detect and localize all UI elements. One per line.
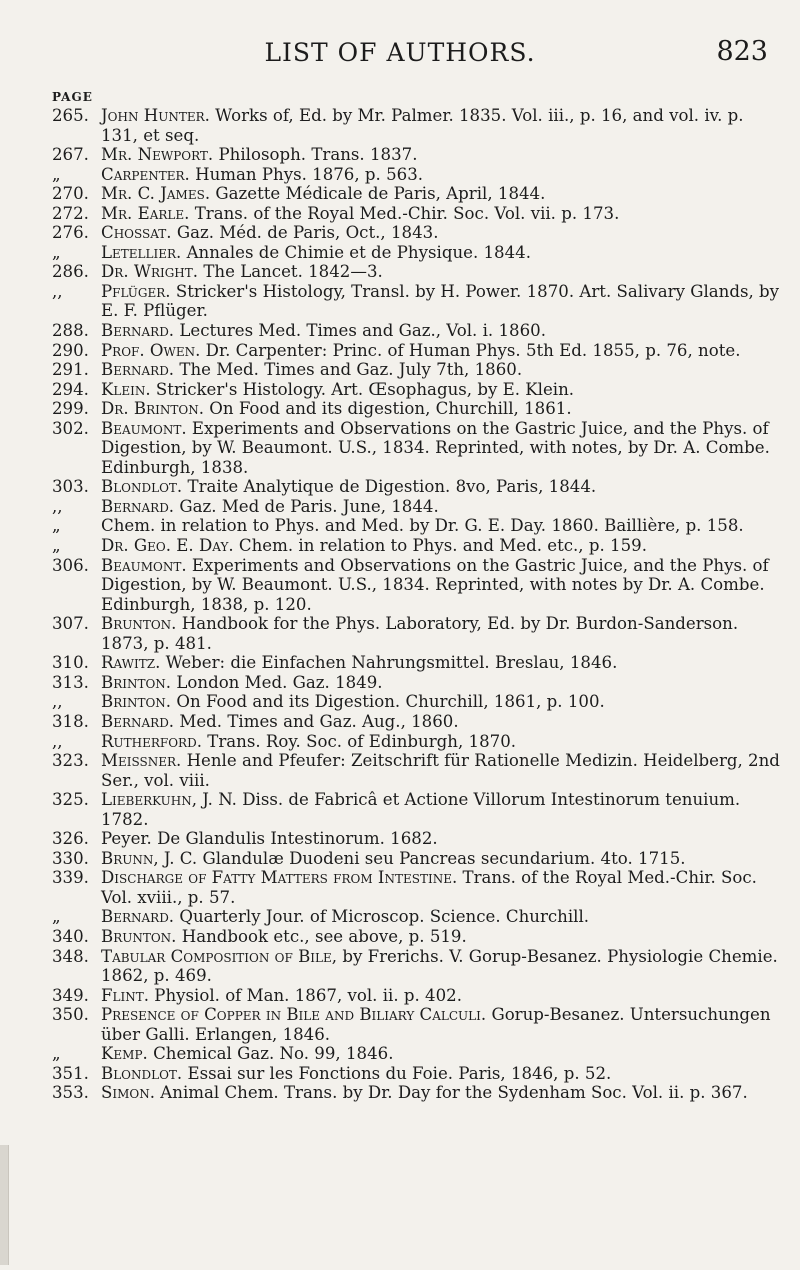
entry-page-number: 351.: [52, 1063, 89, 1083]
entry-reference: Chemical Gaz. No. 99, 1846.: [153, 1044, 394, 1064]
entry-author: Lieberkuhn, J. N.: [101, 790, 237, 810]
entry-author: Chossat.: [101, 223, 172, 243]
entry-page-number: 353.: [52, 1083, 89, 1103]
entry-page-number: ,,: [52, 281, 63, 301]
list-item: [0, 145, 800, 165]
list-item: [0, 868, 800, 907]
list-item: [0, 106, 800, 145]
list-item: [0, 282, 800, 321]
entry-page-number: 288.: [52, 321, 89, 341]
entry-page-number: 294.: [52, 379, 89, 399]
list-item: [0, 497, 800, 517]
entry-page-number: 290.: [52, 340, 89, 360]
entry-page-number: 306.: [52, 555, 89, 575]
entry-page-number: 326.: [52, 829, 89, 849]
entry-author: Blondlot.: [101, 477, 183, 497]
entry-author: Simon.: [101, 1083, 156, 1103]
entry-reference: Handbook for the Phys. Laboratory, Ed. by Dr. Burdon-Sanderson. 1873, p. 481.: [101, 614, 739, 653]
list-item: [0, 1044, 800, 1064]
entry-reference: Gaz. Med de Paris. June, 1844.: [179, 496, 439, 516]
list-item: [0, 751, 800, 790]
list-item: [0, 341, 800, 361]
list-item: [0, 556, 800, 615]
page-number: 823: [716, 36, 768, 67]
entry-author: Beaumont.: [101, 418, 187, 438]
entry-author: Bernard.: [101, 321, 175, 341]
entry-page-number: „: [52, 516, 61, 536]
list-item: [0, 653, 800, 673]
entry-page-number: 307.: [52, 614, 89, 634]
entry-author: Tabular Composition of Bile,: [101, 946, 338, 966]
list-item: [0, 692, 800, 712]
list-item: [0, 243, 800, 263]
entry-reference: Trans. of the Royal Med.-Chir. Soc. Vol. xviii., p. 57.: [101, 868, 757, 907]
entry-author: Brunn, J. C.: [101, 848, 198, 868]
entry-page-number: ,,: [52, 692, 63, 712]
entry-page-number: „: [52, 242, 61, 262]
entry-page-number: 267.: [52, 145, 89, 165]
entry-page-number: 291.: [52, 360, 89, 380]
entry-author: Pflüger.: [101, 281, 171, 301]
entry-reference: The Lancet. 1842—3.: [203, 262, 383, 282]
list-item: [0, 360, 800, 380]
entry-page-number: 349.: [52, 985, 89, 1005]
list-item: [0, 732, 800, 752]
entry-author: Brunton.: [101, 926, 177, 946]
entry-reference: Quarterly Jour. of Microscop. Science. Churchill.: [179, 907, 590, 927]
entry-page-number: 323.: [52, 751, 89, 771]
entry-author: Dr. Wright.: [101, 262, 199, 282]
entry-reference: Dr. Carpenter: Princ. of Human Phys. 5th Ed. 1855, p. 76, note.: [205, 340, 741, 360]
entry-page-number: 318.: [52, 711, 89, 731]
list-item: [0, 399, 800, 419]
running-title: LIST OF AUTHORS.: [264, 38, 536, 67]
list-item: [0, 536, 800, 556]
entry-reference: Experiments and Observations on the Gastric Juice, and the Phys. of Digestion, by W. Beaumont. U.S., 1834. Reprinted, with notes by Dr. A. Combe. Edinburgh, 1838, p. 120.: [101, 555, 769, 614]
entry-reference: Henle and Pfeufer: Zeitschrift für Rationelle Medizin. Heidelberg, 2nd Ser., vol. viii.: [101, 751, 780, 790]
list-item: [0, 380, 800, 400]
entry-author: Mr. Earle.: [101, 203, 190, 223]
entry-reference: Chem. in relation to Phys. and Med. etc., p. 159.: [238, 536, 647, 556]
entry-page-number: 265.: [52, 106, 89, 125]
entry-reference: Physiol. of Man. 1867, vol. ii. p. 402.: [154, 985, 463, 1005]
list-item: [0, 849, 800, 869]
entry-reference: Gaz. Méd. de Paris, Oct., 1843.: [176, 223, 439, 243]
entry-reference: The Med. Times and Gaz. July 7th, 1860.: [179, 360, 523, 380]
list-item: [0, 419, 800, 478]
entry-author: Presence of Copper in Bile and Biliary Calculi.: [101, 1005, 487, 1025]
entry-reference: On Food and its Digestion. Churchill, 1861, p. 100.: [176, 692, 605, 712]
entry-page-number: 330.: [52, 848, 89, 868]
page-header: [0, 38, 800, 78]
list-item: [0, 262, 800, 282]
entry-reference: Stricker's Histology, Transl. by H. Power. 1870. Art. Salivary Glands, by E. F. Pflüger.: [101, 281, 780, 321]
entry-page-number: „: [52, 164, 61, 184]
entry-author: Dr. Brinton.: [101, 399, 204, 419]
entry-page-number: 348.: [52, 946, 89, 966]
entry-page-number: 350.: [52, 1005, 89, 1025]
entry-reference: Trans. Roy. Soc. of Edinburgh, 1870.: [207, 731, 517, 751]
list-item: [0, 223, 800, 243]
entry-author: Flint.: [101, 985, 150, 1005]
entry-author: Meissner.: [101, 751, 182, 771]
entry-author: Brinton.: [101, 672, 172, 692]
entry-reference: Experiments and Observations on the Gastric Juice, and the Phys. of Digestion, by W. Beaumont. U.S., 1834. Reprinted, with notes, by Dr. A. Combe. Edinburgh, 1838.: [101, 418, 770, 477]
entry-reference: Human Phys. 1876, p. 563.: [195, 164, 424, 184]
entry-reference: Handbook etc., see above, p. 519.: [181, 926, 467, 946]
list-item: [0, 673, 800, 693]
entry-reference: Med. Times and Gaz. Aug., 1860.: [179, 711, 459, 731]
entry-page-number: „: [52, 1044, 61, 1064]
entry-author: Blondlot.: [101, 1063, 183, 1083]
list-item: [0, 184, 800, 204]
entry-page-number: 276.: [52, 223, 89, 243]
list-item: [0, 204, 800, 224]
list-item: [0, 907, 800, 927]
list-item: [0, 477, 800, 497]
entry-page-number: 339.: [52, 868, 89, 888]
entry-author: Rutherford.: [101, 731, 202, 751]
list-item: [0, 165, 800, 185]
list-item: [0, 614, 800, 653]
entry-reference: Philosoph. Trans. 1837.: [218, 145, 418, 165]
entry-author: Kemp.: [101, 1044, 148, 1064]
list-item: [0, 516, 800, 536]
entry-page-number: ,,: [52, 731, 63, 751]
entry-reference: Glandulæ Duodeni seu Pancreas secundarium. 4to. 1715.: [202, 848, 686, 868]
entry-reference: Animal Chem. Trans. by Dr. Day for the Sydenham Soc. Vol. ii. p. 367.: [160, 1083, 748, 1103]
entry-page-number: 270.: [52, 184, 89, 204]
entry-reference: Traite Analytique de Digestion. 8vo, Paris, 1844.: [187, 477, 597, 497]
entry-reference: Gazette Médicale de Paris, April, 1844.: [215, 184, 546, 204]
list-item: [0, 927, 800, 947]
entry-author: Discharge of Fatty Matters from Intestine.: [101, 868, 458, 888]
list-item: [0, 321, 800, 341]
entry-author: Carpenter.: [101, 164, 190, 184]
entry-page-number: „: [52, 536, 61, 556]
entry-author: Rawitz.: [101, 653, 161, 673]
entry-author: Klein.: [101, 379, 151, 399]
entry-reference: Trans. of the Royal Med.-Chir. Soc. Vol. vii. p. 173.: [194, 203, 620, 223]
entry-author: Mr. C. James.: [101, 184, 211, 204]
entry-reference: Stricker's Histology. Art. Œsophagus, by E. Klein.: [155, 379, 575, 399]
entry-author: Bernard.: [101, 711, 175, 731]
entry-author: Mr. Newport.: [101, 145, 214, 165]
entry-page-number: 310.: [52, 653, 89, 673]
entry-page-number: 303.: [52, 477, 89, 497]
entry-author: John Hunter.: [101, 106, 210, 125]
entry-page-number: 272.: [52, 203, 89, 223]
entry-author: Bernard.: [101, 360, 175, 380]
entry-reference: Weber: die Einfachen Nahrungsmittel. Breslau, 1846.: [165, 653, 618, 673]
entry-page-number: 302.: [52, 418, 89, 438]
entry-author: Letellier.: [101, 242, 182, 262]
entry-reference: Gorup-Besanez. Untersuchungen über Galli. Erlangen, 1846.: [101, 1005, 771, 1044]
entry-reference: Essai sur les Fonctions du Foie. Paris, 1846, p. 52.: [187, 1063, 612, 1083]
page-column-label: PAGE: [52, 90, 93, 104]
entry-page-number: 299.: [52, 399, 89, 419]
entry-page-number: 325.: [52, 790, 89, 810]
list-item: [0, 1064, 800, 1084]
entry-reference: Lectures Med. Times and Gaz., Vol. i. 1860.: [179, 321, 546, 341]
entry-reference: by Frerichs. V. Gorup-Besanez. Physiologie Chemie. 1862, p. 469.: [101, 946, 778, 986]
list-item: [0, 986, 800, 1006]
entry-author: Bernard.: [101, 907, 175, 927]
entry-page-number: 286.: [52, 262, 89, 282]
entry-reference: On Food and its digestion, Churchill, 1861.: [209, 399, 572, 419]
entry-page-number: 340.: [52, 926, 89, 946]
entry-author: Brunton.: [101, 614, 177, 634]
entry-author: Dr. Geo. E. Day.: [101, 536, 234, 556]
list-item: [0, 947, 800, 986]
entry-author: Bernard.: [101, 496, 175, 516]
entry-reference: Diss. de Fabricâ et Actione Villorum Intestinorum tenuium. 1782.: [101, 790, 741, 829]
author-list: [0, 106, 800, 1103]
list-item: [0, 1083, 800, 1103]
entry-reference: Chem. in relation to Phys. and Med. by Dr. G. E. Day. 1860. Baillière, p. 158.: [101, 516, 744, 536]
entry-page-number: 313.: [52, 672, 89, 692]
entry-page-number: „: [52, 907, 61, 927]
list-item: [0, 790, 800, 829]
entry-reference: Peyer. De Glandulis Intestinorum. 1682.: [101, 829, 438, 849]
entry-reference: Works of, Ed. by Mr. Palmer. 1835. Vol. iii., p. 16, and vol. iv. p. 131, et seq.: [101, 106, 744, 145]
entry-author: Brinton.: [101, 692, 172, 712]
entry-author: Beaumont.: [101, 555, 187, 575]
list-item: [0, 1005, 800, 1044]
page-edge-scrap: [0, 1145, 9, 1265]
entry-reference: Annales de Chimie et de Physique. 1844.: [186, 242, 532, 262]
list-item: [0, 712, 800, 732]
entry-reference: London Med. Gaz. 1849.: [176, 672, 383, 692]
entry-page-number: ,,: [52, 496, 63, 516]
list-item: [0, 829, 800, 849]
entry-author: Prof. Owen.: [101, 340, 201, 360]
